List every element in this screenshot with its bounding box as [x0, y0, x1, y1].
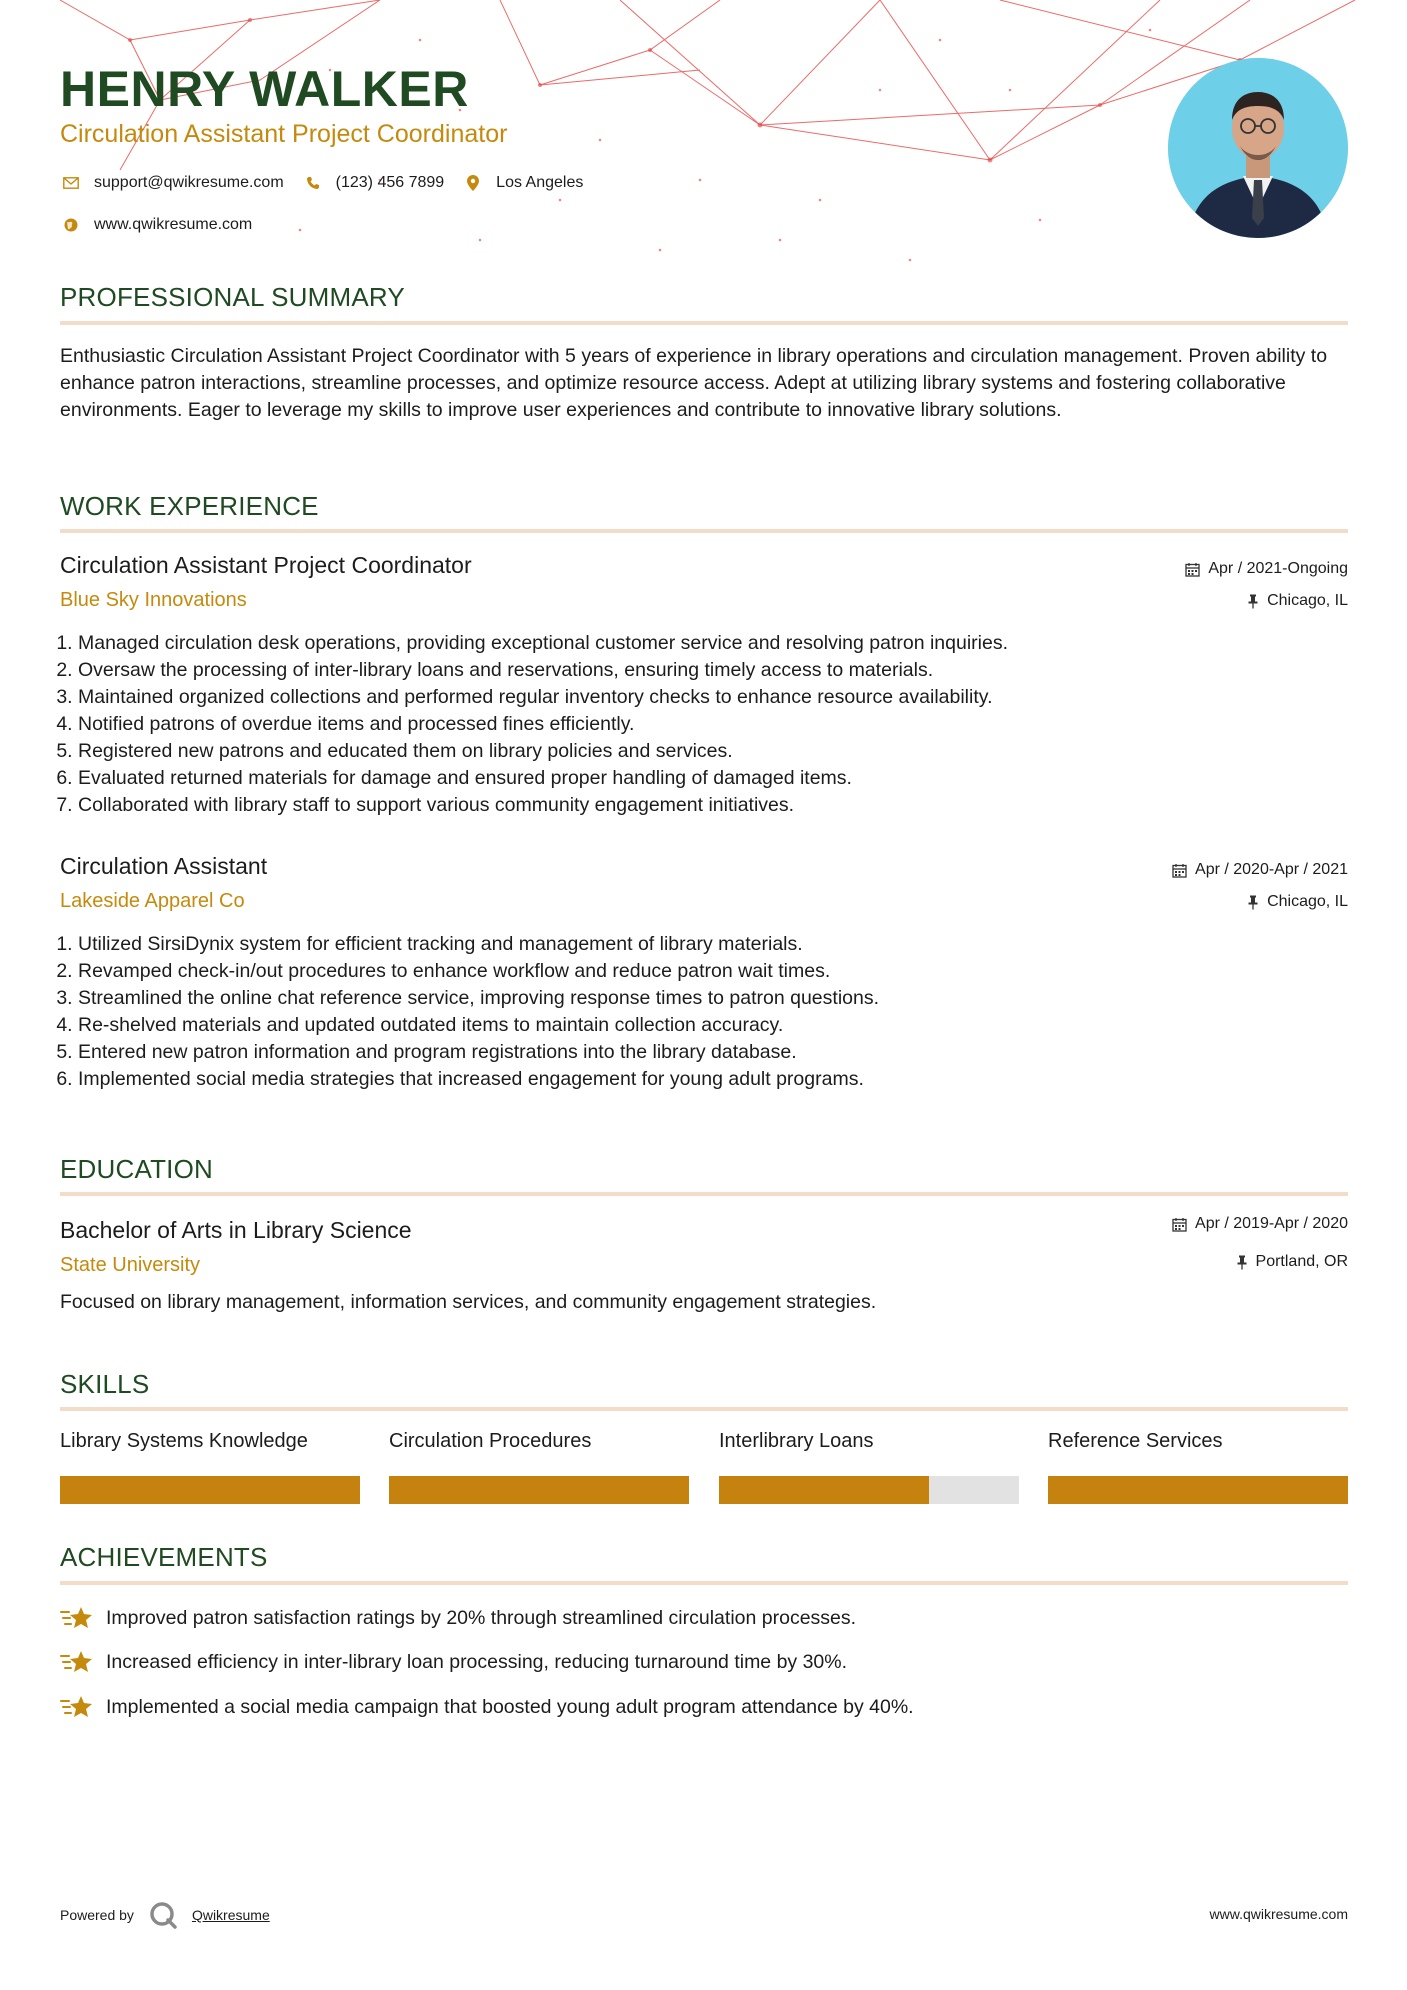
job-company: Lakeside Apparel Co: [60, 890, 245, 912]
job-title: Circulation Assistant Project Coordinator: [60, 552, 472, 578]
education-location: [1236, 1253, 1348, 1271]
job-dates: [1172, 861, 1348, 879]
job-dates: [1185, 560, 1348, 578]
summary-heading: PROFESSIONAL SUMMARY: [60, 282, 405, 312]
education-description: Focused on library management, information services, and community engagement strategies.: [60, 1291, 877, 1313]
achievement-item: [60, 1693, 914, 1721]
contact-website[interactable]: [60, 214, 252, 236]
pushpin-icon: [1247, 895, 1259, 910]
achievement-item: [60, 1604, 856, 1632]
school-name: State University: [60, 1254, 201, 1276]
achievement-item: [60, 1648, 847, 1676]
pushpin-icon: [1236, 1255, 1248, 1270]
skill-item: [1048, 1430, 1348, 1504]
education-heading: EDUCATION: [60, 1154, 213, 1184]
contact-location: [462, 172, 583, 194]
qwikresume-link[interactable]: Qwikresume: [191, 1907, 270, 1923]
education-location-text: Portland, OR: [1255, 1253, 1348, 1270]
skill-label: Library Systems Knowledge: [60, 1430, 308, 1452]
candidate-title: Circulation Assistant Project Coordinator: [60, 120, 508, 148]
envelope-icon: [60, 172, 82, 194]
list-item: 1. Managed circulation desk operations, providing exceptional customer service and resolving patron inquiries.: [78, 630, 1348, 657]
contact-phone[interactable]: [302, 172, 445, 194]
list-item: 4. Re-shelved materials and updated outdated items to maintain collection accuracy.: [78, 1012, 1348, 1039]
globe-icon: [60, 214, 82, 236]
achievement-text: Implemented a social media campaign that boosted young adult program attendance by 40%.: [106, 1695, 914, 1718]
calendar-icon: [1172, 1217, 1187, 1232]
map-pin-icon: [462, 172, 484, 194]
star-icon: [60, 1604, 94, 1632]
qwikresume-logo-icon: [148, 1900, 178, 1930]
job-dates-text: Apr / 2020-Apr / 2021: [1195, 861, 1348, 878]
list-item: 4. Notified patrons of overdue items and processed fines efficiently.: [78, 711, 1348, 738]
skill-item: [60, 1430, 360, 1504]
list-item: 6. Evaluated returned materials for damage and ensured proper handling of damaged items.: [78, 765, 1348, 792]
calendar-icon: [1185, 562, 1200, 577]
website-row: [60, 214, 270, 236]
list-item: 3. Maintained organized collections and performed regular inventory checks to enhance resource availability.: [78, 684, 1348, 711]
job-location-text: Chicago, IL: [1267, 592, 1348, 609]
skill-item: [389, 1430, 689, 1504]
powered-by-label: Powered by: [60, 1907, 134, 1923]
list-item: 3. Streamlined the online chat reference service, improving response times to patron questions.: [78, 985, 1348, 1012]
degree-title: Bachelor of Arts in Library Science: [60, 1217, 412, 1243]
email-text: support@qwikresume.com: [94, 174, 284, 191]
calendar-icon: [1172, 863, 1187, 878]
phone-icon: [302, 172, 324, 194]
skill-bar: [1048, 1476, 1348, 1504]
skill-bar: [719, 1476, 1019, 1504]
candidate-name: HENRY WALKER: [60, 61, 469, 117]
location-text: Los Angeles: [496, 174, 584, 191]
achievement-text: Increased efficiency in inter-library loan processing, reducing turnaround time by 30%.: [106, 1650, 848, 1673]
pushpin-icon: [1247, 594, 1259, 609]
skill-bar-fill: [719, 1476, 929, 1504]
job-dates-text: Apr / 2021-Ongoing: [1208, 560, 1348, 577]
job-location: [1247, 893, 1348, 911]
star-icon: [60, 1693, 94, 1721]
job-location: [1247, 592, 1348, 610]
skill-label: Reference Services: [1048, 1430, 1223, 1452]
contact-row: [60, 172, 601, 194]
education-dates: [1172, 1215, 1348, 1233]
footer-url[interactable]: www.qwikresume.com: [1209, 1906, 1348, 1922]
skill-bar-fill: [1048, 1476, 1348, 1504]
section-divider: [60, 321, 1348, 325]
skill-label: Interlibrary Loans: [719, 1430, 874, 1452]
summary-text: Enthusiastic Circulation Assistant Project Coordinator with 5 years of experience in library operations and circulation management. Proven ability to enhance patron interactions, streamline processes, and optimize resource access. Adept at utilizing library systems and fostering collaborative environments. Eager to leverage my skills to improve user experiences and contribute to innovative library solutions.: [60, 345, 1328, 421]
job-title: Circulation Assistant: [60, 853, 268, 879]
list-item: 6. Implemented social media strategies that increased engagement for young adult programs.: [78, 1066, 1348, 1093]
list-item: 2. Oversaw the processing of inter-library loans and reservations, ensuring timely access to materials.: [78, 657, 1348, 684]
experience-heading: WORK EXPERIENCE: [60, 491, 319, 521]
list-item: 2. Revamped check-in/out procedures to enhance workflow and reduce patron wait times.: [78, 958, 1348, 985]
footer-powered-by: [60, 1900, 270, 1930]
star-icon: [60, 1648, 94, 1676]
skill-bar-fill: [389, 1476, 689, 1504]
skill-bar: [389, 1476, 689, 1504]
contact-email[interactable]: [60, 172, 284, 194]
list-item: 1. Utilized SirsiDynix system for efficient tracking and management of library materials.: [78, 931, 1348, 958]
education-dates-text: Apr / 2019-Apr / 2020: [1195, 1215, 1348, 1232]
skill-item: [719, 1430, 1019, 1504]
achievement-text: Improved patron satisfaction ratings by 20% through streamlined circulation processes.: [106, 1606, 857, 1629]
job-location-text: Chicago, IL: [1267, 893, 1348, 910]
website-text: www.qwikresume.com: [94, 216, 253, 233]
section-divider: [60, 529, 1348, 533]
skill-bar-fill: [60, 1476, 360, 1504]
phone-text: (123) 456 7899: [335, 174, 445, 191]
skill-label: Circulation Procedures: [389, 1430, 592, 1452]
list-item: 5. Registered new patrons and educated them on library policies and services.: [78, 738, 1348, 765]
section-divider: [60, 1581, 1348, 1585]
section-divider: [60, 1192, 1348, 1196]
job-bullets: [60, 931, 1348, 1093]
skills-heading: SKILLS: [60, 1369, 150, 1399]
list-item: 5. Entered new patron information and program registrations into the library database.: [78, 1039, 1348, 1066]
profile-photo: [1168, 58, 1348, 238]
list-item: 7. Collaborated with library staff to support various community engagement initiatives.: [78, 792, 1348, 819]
job-bullets: [60, 630, 1348, 819]
skill-bar: [60, 1476, 360, 1504]
achievements-heading: ACHIEVEMENTS: [60, 1542, 268, 1572]
job-company: Blue Sky Innovations: [60, 589, 247, 611]
section-divider: [60, 1407, 1348, 1411]
